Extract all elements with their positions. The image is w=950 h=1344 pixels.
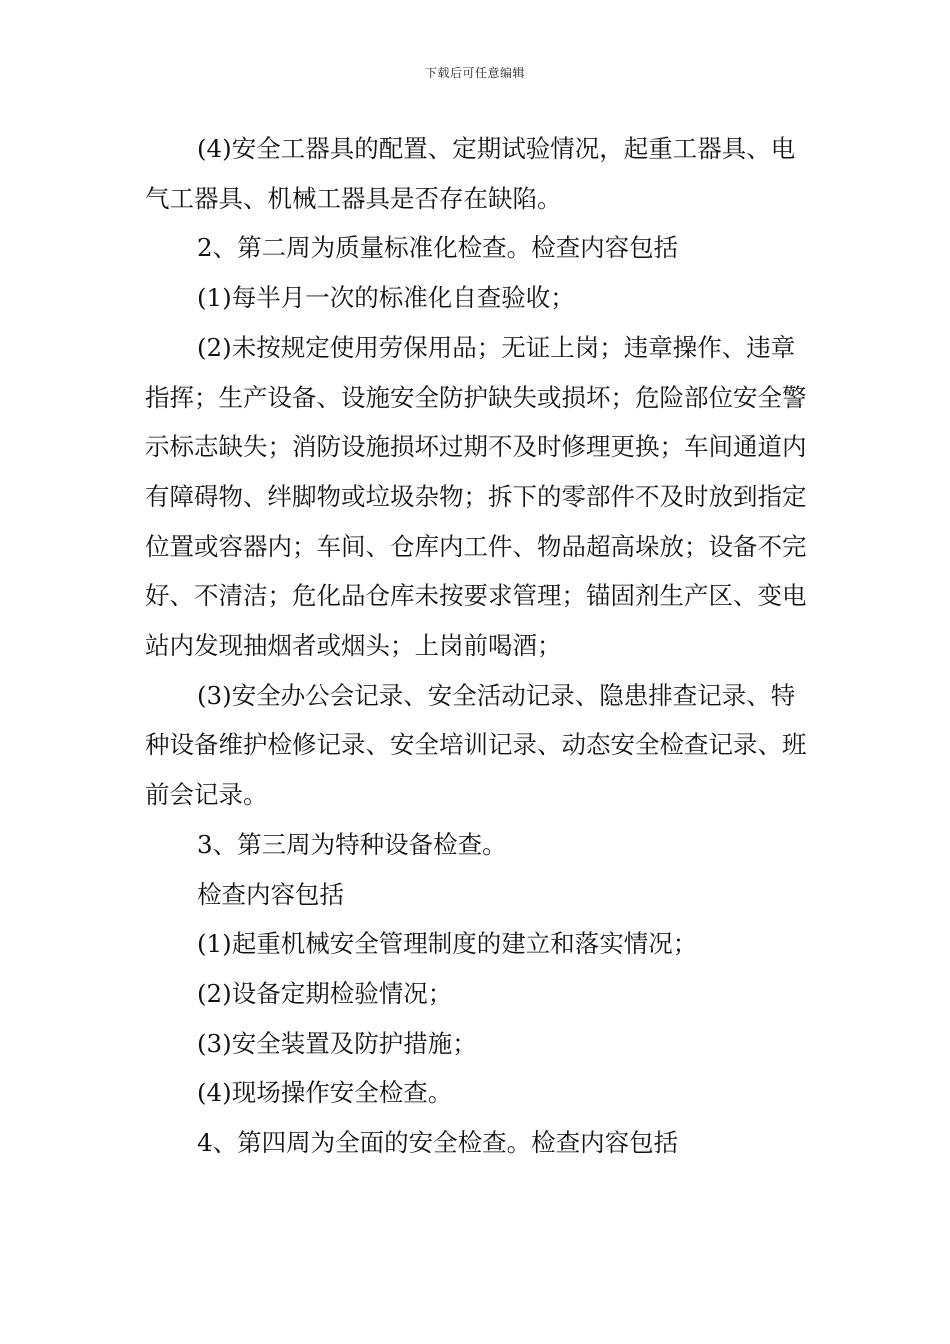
- document-body: [145, 124, 810, 1168]
- paragraph: (3)安全办公会记录、安全活动记录、隐患排查记录、特种设备维护检修记录、安全培训记录、动态安全检查记录、班前会记录。: [145, 680, 807, 810]
- paragraph: (4)现场操作安全检查。: [197, 1078, 453, 1108]
- paragraph: (2)设备定期检验情况；: [197, 978, 453, 1008]
- paragraph: 检查内容包括: [197, 879, 344, 909]
- paragraph: (1)每半月一次的标准化自查验收；: [197, 283, 575, 313]
- paragraph: 4、第四周为全面的安全检查。检查内容包括: [197, 1128, 679, 1158]
- paragraph: (3)安全装置及防护措施；: [197, 1028, 477, 1058]
- paragraph: 2、第二周为质量标准化检查。检查内容包括: [197, 233, 679, 263]
- paragraph: 3、第三周为特种设备检查。: [197, 829, 507, 859]
- paragraph: (4)安全工器具的配置、定期试验情况，起重工器具、电气工器具、机械工器具是否存在缺陷。: [145, 134, 796, 213]
- paragraph: (1)起重机械安全管理制度的建立和落实情况；: [197, 929, 698, 959]
- paragraph: (2)未按规定使用劳保用品；无证上岗；违章操作、违章指挥；生产设备、设施安全防护缺失或损坏；危险部位安全警示标志缺失；消防设施损坏过期不及时修理更换；车间通道内有障碍物、绊脚物或垃圾杂物；拆下的零部件不及时放到指定位置或容器内；车间、仓库内工件、物品超高垛放；设备不完好、不清洁；危化品仓库未按要求管理；锚固剂生产区、变电站内发现抽烟者或烟头；上岗前喝酒；: [145, 332, 807, 661]
- page-header: 下载后可任意编辑: [424, 66, 525, 80]
